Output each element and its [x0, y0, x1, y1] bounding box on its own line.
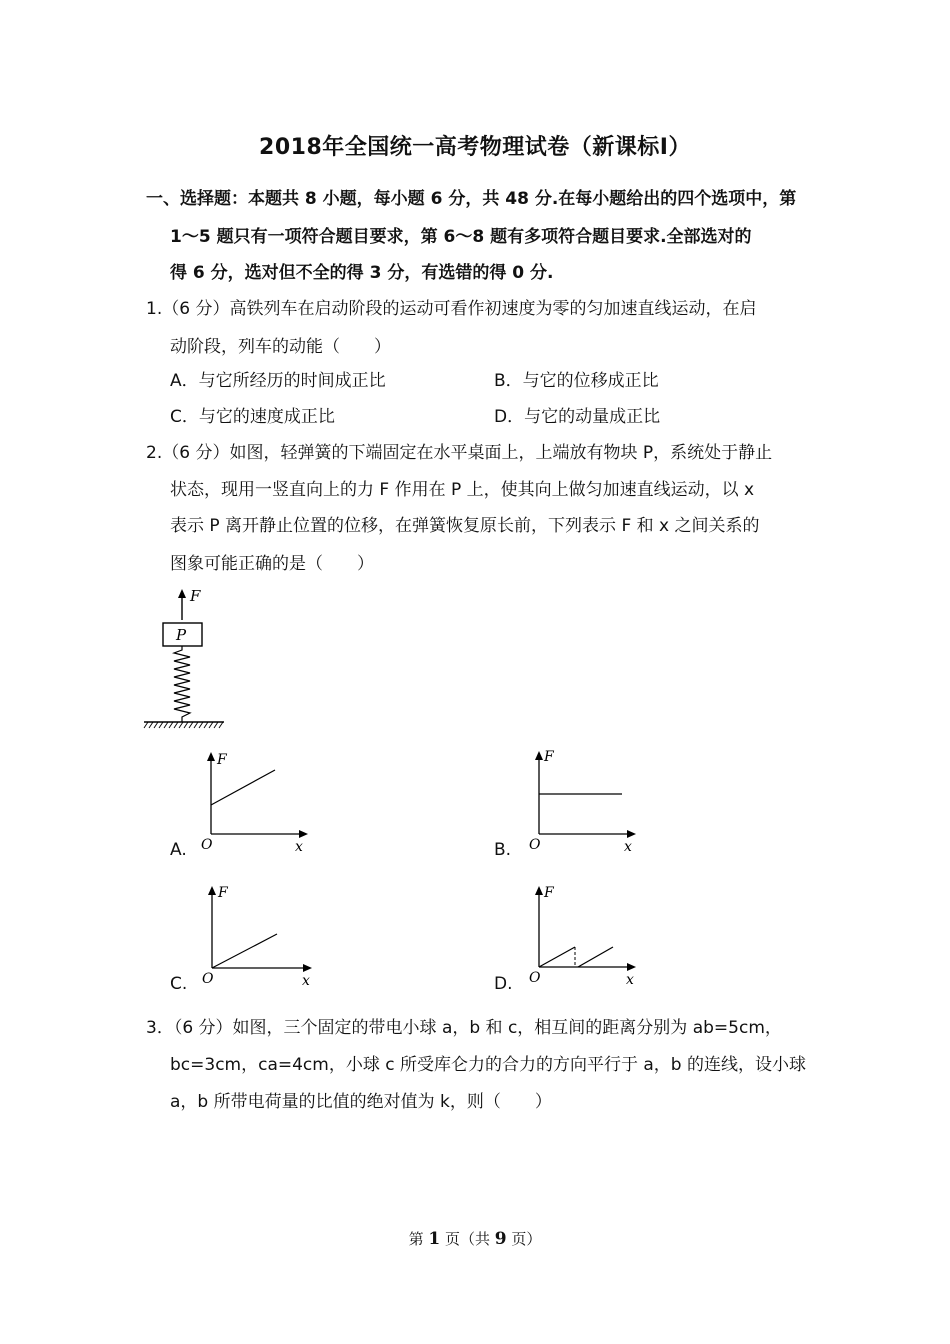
section-header-line-3: 得 6 分，选对但不全的得 3 分，有选错的得 0 分.: [170, 263, 554, 283]
graph-b-origin: O: [529, 837, 541, 853]
graph-a-x-label: x: [295, 839, 303, 855]
footer-page-number: 1: [428, 1229, 441, 1249]
q2-stem-line-4: 图象可能正确的是（ ）: [170, 554, 374, 574]
q3-stem-line-2: bc=3cm，ca=4cm，小球 c 所受库仑力的合力的方向平行于 a，b 的连线，设小球: [170, 1055, 807, 1075]
block-label: P: [176, 626, 187, 644]
q2-option-c-label: C.: [170, 974, 188, 994]
q3-stem-line-1: 3．（6 分）如图，三个固定的带电小球 a，b 和 c，相互间的距离分别为 ab=5cm，: [146, 1018, 782, 1038]
footer-suffix: 页）: [506, 1230, 542, 1248]
q1-option-b: B．与它的位移成正比: [494, 371, 659, 391]
q1-option-d: D．与它的动量成正比: [494, 407, 661, 427]
graph-c-origin: O: [202, 971, 214, 987]
section-header-line-1: 一、选择题：本题共 8 小题，每小题 6 分，共 48 分.在每小题给出的四个选项中，第: [146, 189, 797, 209]
q2-stem-line-3: 表示 P 离开静止位置的位移，在弹簧恢复原长前，下列表示 F 和 x 之间关系的: [170, 516, 760, 536]
graph-b-x-label: x: [624, 839, 632, 855]
section-header-line-2: 1～5 题只有一项符合题目要求，第 6～8 题有多项符合题目要求.全部选对的: [170, 227, 752, 247]
graph-a-y-label: F: [217, 752, 227, 768]
q1-stem-line-1: 1.（6 分）高铁列车在启动阶段的运动可看作初速度为零的匀加速直线运动，在启: [146, 299, 757, 319]
page-title: 2018年全国统一高考物理试卷（新课标Ⅰ）: [259, 135, 691, 160]
q2-stem-line-2: 状态，现用一竖直向上的力 F 作用在 P 上，使其向上做匀加速直线运动，以 x: [170, 480, 755, 500]
graph-d-y-label: F: [544, 885, 554, 901]
q2-graph-d: [522, 880, 647, 990]
q1-option-c: C．与它的速度成正比: [170, 407, 335, 427]
q1-option-a: A．与它所经历的时间成正比: [170, 371, 386, 391]
graph-c-y-label: F: [218, 885, 228, 901]
footer-prefix: 第: [408, 1230, 429, 1248]
graph-c-x-label: x: [302, 973, 310, 989]
page-footer: [0, 1228, 950, 1249]
q2-option-a-label: A.: [170, 840, 187, 860]
footer-middle: 页（共: [440, 1230, 495, 1248]
force-label: F: [190, 587, 201, 605]
q2-graph-b: [522, 745, 642, 855]
graph-b-y-label: F: [544, 749, 554, 765]
footer-total-pages: 9: [494, 1229, 507, 1249]
q2-graph-c: [196, 880, 321, 990]
q1-stem-line-2: 动阶段，列车的动能（ ）: [170, 337, 391, 357]
graph-d-origin: O: [529, 970, 541, 986]
graph-d-x-label: x: [626, 972, 634, 988]
graph-a-origin: O: [201, 837, 213, 853]
q3-stem-line-3: a，b 所带电荷量的比值的绝对值为 k，则（ ）: [170, 1092, 552, 1112]
q2-option-d-label: D.: [494, 974, 513, 994]
q2-graph-a: [195, 748, 315, 856]
q2-stem-line-1: 2.（6 分）如图，轻弹簧的下端固定在水平桌面上，上端放有物块 P，系统处于静止: [146, 443, 773, 463]
spring-block-figure: [140, 586, 230, 731]
q2-option-b-label: B.: [494, 840, 512, 860]
